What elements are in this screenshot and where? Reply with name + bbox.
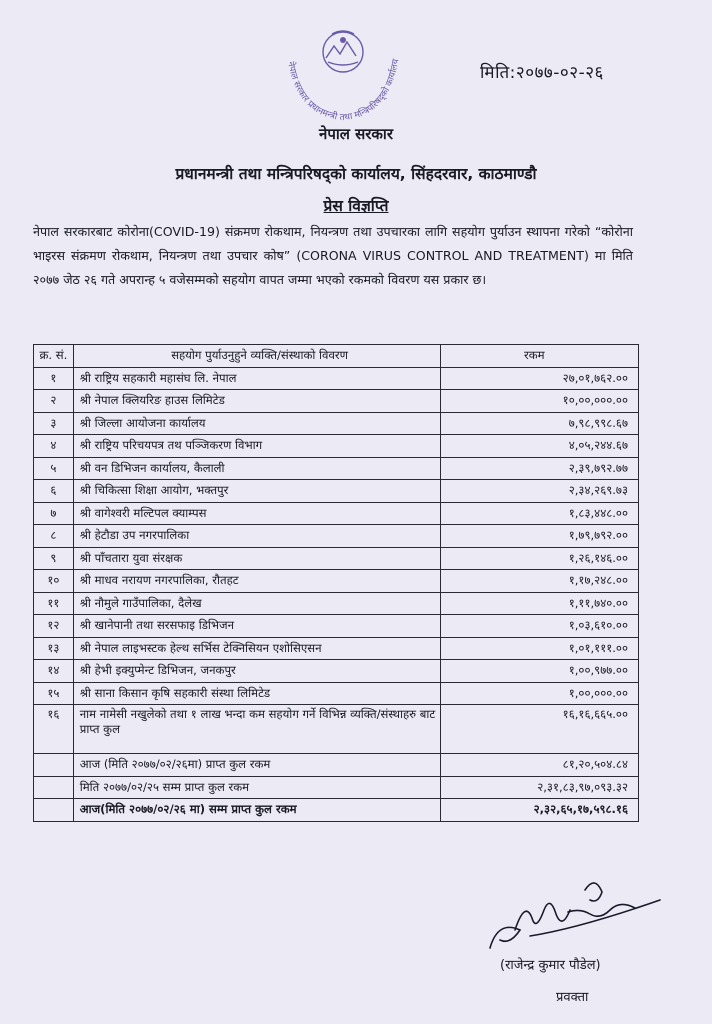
table-row [34, 547, 639, 570]
government-seal-icon [268, 22, 418, 130]
summary-amount: २,३२,६५,१७,५९८.१६ [440, 799, 638, 822]
summary-row-today [34, 754, 639, 777]
row-donor: श्री वन डिभिजन कार्यालय, कैलाली [73, 457, 440, 480]
row-serial: १५ [34, 682, 74, 705]
table-row [34, 502, 639, 525]
table-row [34, 592, 639, 615]
row-donor: श्री राष्ट्रिय सहकारी महासंघ लि. नेपाल [73, 367, 440, 390]
row-serial: १ [34, 367, 74, 390]
header-donor: सहयोग पुर्याउनुहुने व्यक्ति/संस्थाको विवरण [73, 345, 440, 368]
row-serial: २ [34, 390, 74, 413]
row-donor: नाम नामेसी नखुलेको तथा १ लाख भन्दा कम सहयोग गर्ने विभिन्न व्यक्ति/संस्थाहरु बाट प्राप्त कुल [73, 705, 440, 754]
intro-paragraph: नेपाल सरकारबाट कोरोना(COVID-19) संक्रमण रोकथाम, नियन्त्रण तथा उपचारका लागि सहयोग पुर्याउन स्थापना गरेको “कोरोना भाइरस संक्रमण रोकथाम, नियन्त्रण तथा उपचार कोष” (CORONA VIRUS CONTROL AND TREATMENT) मा मिति २०७७ जेठ २६ गते अपरान्ह ५ वजेसम्मको सहयोग वापत जम्मा भएको रकमको विवरण यस प्रकार छ। [33, 224, 633, 287]
row-amount: ४,०५,२४४.६७ [440, 435, 638, 458]
row-donor: श्री हेभी इक्युप्मेन्ट डिभिजन, जनकपुर [73, 660, 440, 683]
row-amount: १,८३,४४८.०० [440, 502, 638, 525]
table-row [34, 435, 639, 458]
header-amount: रकम [440, 345, 638, 368]
row-donor: श्री चिकित्सा शिक्षा आयोग, भक्तपुर [73, 480, 440, 503]
donations-table [33, 344, 639, 822]
table-row [34, 705, 639, 754]
row-serial: १६ [34, 705, 74, 754]
row-serial: १२ [34, 615, 74, 638]
issue-date: मिति:२०७७-०२-२६ [480, 63, 604, 83]
row-donor: श्री वागेश्वरी मल्टिपल क्याम्पस [73, 502, 440, 525]
table-row [34, 390, 639, 413]
row-donor: श्री राष्ट्रिय परिचयपत्र तथ पञ्जिकरण विभाग [73, 435, 440, 458]
row-amount: १,००,९७७.०० [440, 660, 638, 683]
table-row [34, 615, 639, 638]
row-amount: २,३४,२६९.७३ [440, 480, 638, 503]
row-serial: १० [34, 570, 74, 593]
row-amount: १,१७,२४८.०० [440, 570, 638, 593]
row-donor: श्री जिल्ला आयोजना कार्यालय [73, 412, 440, 435]
table-row [34, 660, 639, 683]
table-row [34, 570, 639, 593]
row-serial: ७ [34, 502, 74, 525]
row-serial: १३ [34, 637, 74, 660]
header-serial: क्र. सं. [34, 345, 74, 368]
row-donor: श्री हेटौडा उप नगरपालिका [73, 525, 440, 548]
table-row [34, 637, 639, 660]
row-amount: १,२६,१४६.०० [440, 547, 638, 570]
row-donor: श्री पाँचतारा युवा संरक्षक [73, 547, 440, 570]
row-serial: ४ [34, 435, 74, 458]
row-donor: श्री नौमुले गाउँपालिका, दैलेख [73, 592, 440, 615]
row-serial: ११ [34, 592, 74, 615]
row-amount: ७,९८,९९८.६७ [440, 412, 638, 435]
government-heading: नेपाल सरकार [319, 125, 393, 143]
table-row [34, 525, 639, 548]
row-serial: ९ [34, 547, 74, 570]
row-amount: १०,००,०००.०० [440, 390, 638, 413]
row-donor: श्री नेपाल लाइभस्टक हेल्थ सर्भिस टेक्निसियन एशोसिएसन [73, 637, 440, 660]
table-row [34, 412, 639, 435]
summary-row-previous [34, 776, 639, 799]
row-amount: १,११,७४०.०० [440, 592, 638, 615]
row-donor: श्री खानेपानी तथा सरसफाइ डिभिजन [73, 615, 440, 638]
row-amount: १,७९,७९२.०० [440, 525, 638, 548]
row-amount: २७,०१,७६२.०० [440, 367, 638, 390]
row-amount: १६,१६,६६५.०० [440, 705, 638, 754]
row-amount: १,०३,६१०.०० [440, 615, 638, 638]
row-donor: श्री माधव नरायण नगरपालिका, रौतहट [73, 570, 440, 593]
row-amount: १,००,०००.०० [440, 682, 638, 705]
summary-label: मिति २०७७/०२/२५ सम्म प्राप्त कुल रकम [73, 776, 440, 799]
table-header-row [34, 345, 639, 368]
row-serial: ३ [34, 412, 74, 435]
row-serial: ८ [34, 525, 74, 548]
summary-amount: २,३१,८३,९७,०९३.३२ [440, 776, 638, 799]
row-donor: श्री नेपाल क्लियरिङ हाउस लिमिटेड [73, 390, 440, 413]
summary-label: आज(मिति २०७७/०२/२६ मा) सम्म प्राप्त कुल रकम [73, 799, 440, 822]
row-donor: श्री साना किसान कृषि सहकारी संस्था लिमिटेड [73, 682, 440, 705]
table-row [34, 457, 639, 480]
signatory-role: प्रवक्ता [556, 990, 589, 1005]
signatory-name: (राजेन्द्र कुमार पौडेल) [500, 958, 601, 973]
row-serial: ५ [34, 457, 74, 480]
row-serial: ६ [34, 480, 74, 503]
row-amount: १,०१,१११.०० [440, 637, 638, 660]
svg-text:नेपाल सरकार प्रधानमन्त्री तथा: नेपाल सरकार प्रधानमन्त्री तथा मन्त्रिपरिषद्को कार्यालय [285, 58, 402, 124]
table-row [34, 480, 639, 503]
press-release-title: प्रेस विज्ञप्ति [323, 197, 389, 215]
table-row [34, 682, 639, 705]
office-heading: प्रधानमन्त्री तथा मन्त्रिपरिषद्को कार्यालय, सिंहदरवार, काठमाण्डौ [175, 165, 537, 183]
summary-amount: ८१,२०,५०४.८४ [440, 754, 638, 777]
signature-icon [470, 870, 670, 960]
summary-row-total [34, 799, 639, 822]
row-serial: १४ [34, 660, 74, 683]
summary-label: आज (मिति २०७७/०२/२६मा) प्राप्त कुल रकम [73, 754, 440, 777]
table-row [34, 367, 639, 390]
row-amount: २,३९,७९२.७७ [440, 457, 638, 480]
